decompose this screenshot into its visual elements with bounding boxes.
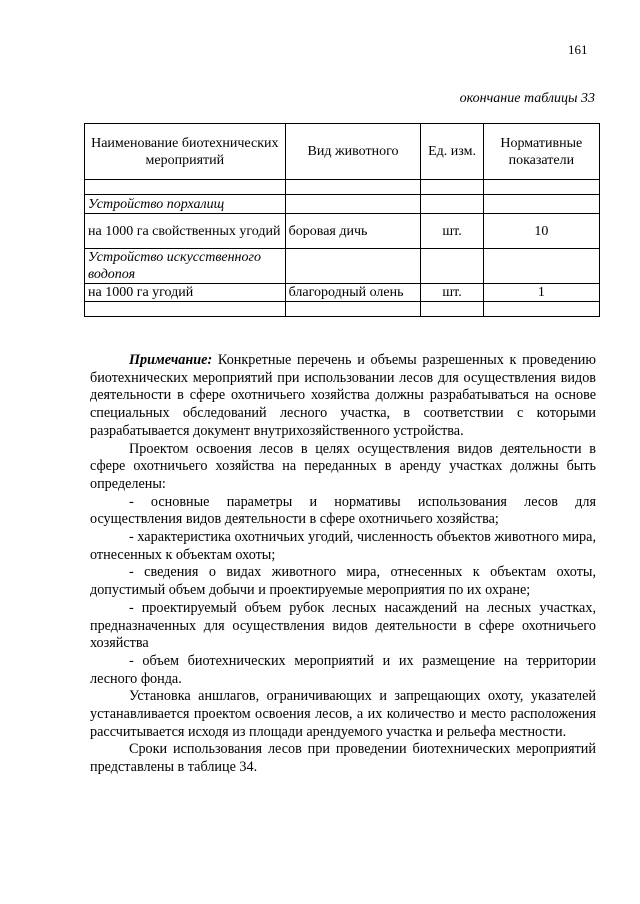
- table-caption: окончание таблицы 33: [459, 91, 595, 106]
- project-paragraph: Проектом освоения лесов в целях осуществления видов деятельности в сфере охотничьего хозяйства на переданных в аренду участках должны быть определены:: [90, 440, 596, 492]
- table-row-section: [85, 249, 600, 284]
- norms-table: [84, 123, 600, 317]
- table-row-blank: [85, 302, 600, 317]
- section-title: Устройство искусственного водопоя: [85, 249, 286, 284]
- unit-cell: шт.: [421, 214, 483, 249]
- value-cell: 1: [483, 284, 599, 302]
- table-row: [85, 284, 600, 302]
- table-cell: [285, 180, 421, 195]
- animal-cell: боровая дичь: [285, 214, 421, 249]
- note-label: Примечание:: [129, 352, 213, 368]
- note-paragraph: [90, 352, 596, 441]
- note-body: Конкретные перечень и объемы разрешенных к проведению биотехнических мероприятий при использовании лесов для осуществления видов деятельности в сфере охотничьего хозяйства должны разрабатываться на основе специальных обследований лесного участка, в соответствии с которыми разрабатывается документ внутрихозяйственного устройства.: [90, 352, 596, 439]
- table-header-row: [85, 124, 600, 180]
- header-norms: Нормативные показатели: [483, 124, 599, 180]
- table-row: [85, 214, 600, 249]
- header-activity: Наименование биотехнических мероприятий: [85, 124, 286, 180]
- table-cell: [421, 249, 483, 284]
- list-item: - сведения о видах животного мира, отнесенных к объектам охоты, допустимый объем добычи и проектируемые мероприятия по их охране;: [90, 564, 596, 599]
- header-unit: Ед. изм.: [421, 124, 483, 180]
- signs-paragraph: Установка аншлагов, ограничивающих и запрещающих охоту, указателей устанавливается проектом освоения лесов, а их количество и место расположения рассчитывается исходя из площади арендуемого участка и рельефа местности.: [90, 688, 596, 740]
- table-cell: [421, 195, 483, 214]
- table-cell: [483, 180, 599, 195]
- terms-paragraph: Сроки использования лесов при проведении биотехнических мероприятий представлены в таблице 34.: [90, 741, 596, 776]
- table-cell: [483, 249, 599, 284]
- table-cell: [483, 195, 599, 214]
- table-cell: [483, 302, 599, 317]
- table-cell: [421, 302, 483, 317]
- section-title: Устройство порхалищ: [85, 195, 286, 214]
- table-cell: [285, 249, 421, 284]
- table-cell: [85, 180, 286, 195]
- activity-cell: на 1000 га угодий: [85, 284, 286, 302]
- table-cell: [421, 180, 483, 195]
- table-cell: [85, 302, 286, 317]
- page-number: 161: [568, 42, 588, 57]
- table-row-section: [85, 195, 600, 214]
- unit-cell: шт.: [421, 284, 483, 302]
- table-row-blank: [85, 180, 600, 195]
- list-item: - проектируемый объем рубок лесных насаждений на лесных участках, предназначенных для осуществления видов деятельности в сфере охотничьего хозяйства: [90, 599, 596, 652]
- list-item: - характеристика охотничьих угодий, численность объектов животного мира, отнесенных к объектам охоты;: [90, 529, 596, 563]
- list-item: - объем биотехнических мероприятий и их размещение на территории лесного фонда.: [90, 652, 596, 687]
- table-cell: [285, 195, 421, 214]
- header-animal: Вид животного: [285, 124, 421, 180]
- value-cell: 10: [483, 214, 599, 249]
- list-item: - основные параметры и нормативы использования лесов для осуществления видов деятельности в сфере охотничьего хозяйства;: [90, 493, 596, 528]
- animal-cell: благородный олень: [285, 284, 421, 302]
- activity-cell: на 1000 га свойственных угодий: [85, 214, 286, 249]
- body-text: [90, 352, 596, 777]
- table-cell: [285, 302, 421, 317]
